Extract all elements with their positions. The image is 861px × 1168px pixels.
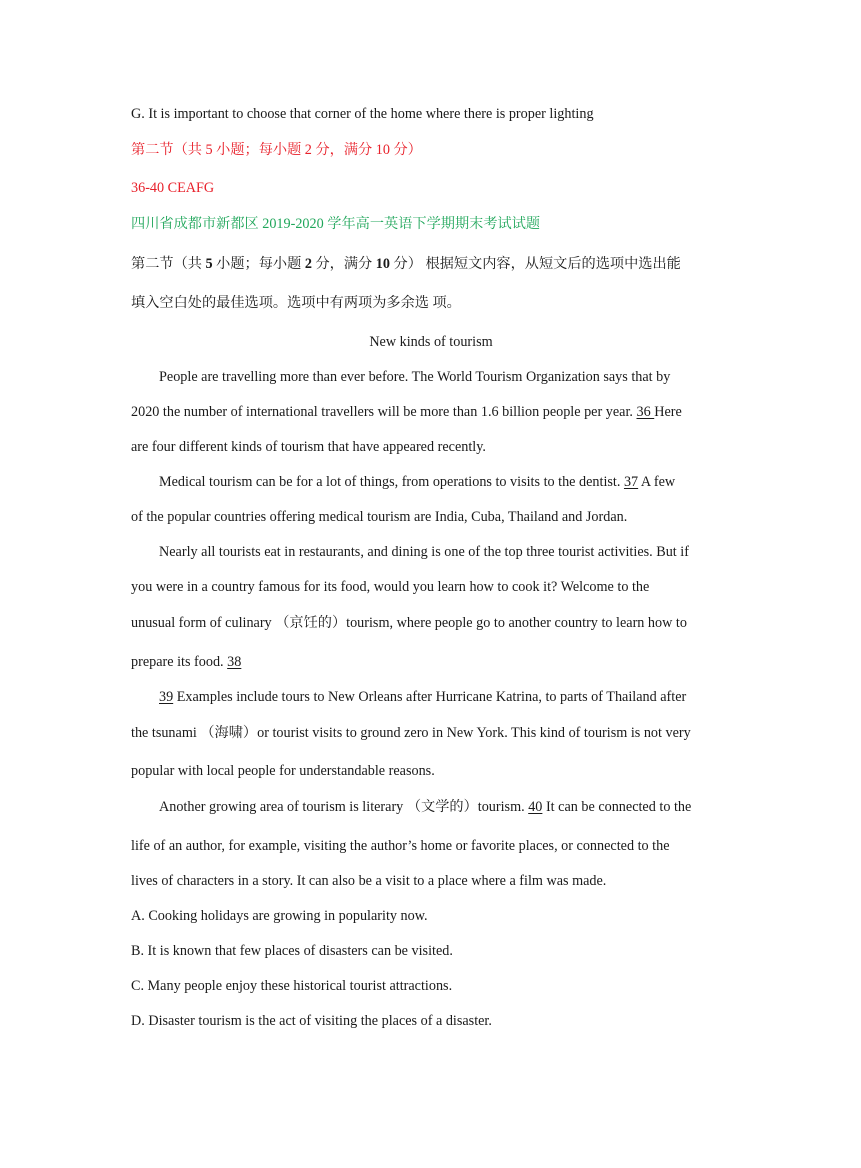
p5-text: Another growing area of tourism is literary （文学的）tourism. [159,799,529,815]
option-d: D. Disaster tourism is the act of visiting the places of a disaster. [131,1013,492,1029]
instr-part-d: 分） 根据短文内容，从短文后的选项中选出能 [389,256,681,272]
p1-line-2 [131,402,731,422]
p2-text-after: A few [638,474,676,490]
instr-part-c: 分，满分 [311,256,376,272]
passage-title: New kinds of tourism [369,334,493,350]
instr-part-b: 小题；每小题 [212,256,305,272]
p4-line-3: popular with local people for understandable reasons. [131,763,435,779]
instructions-line-1 [131,254,731,274]
p5-text-after: It can be connected to the [542,799,692,815]
p3-line-3: unusual form of culinary （京饪的）tourism, where people go to another country to learn how to [131,615,687,631]
p4-text: Examples include tours to New Orleans after Hurricane Katrina, to parts of Thailand after [173,689,687,705]
blank-36: 36 [636,404,655,420]
section-heading-red: 第二节（共 5 小题；每小题 2 分，满分 10 分） [131,142,422,158]
p1-text-after: Here [654,404,682,420]
p1-text: 2020 the number of international travellers will be more than 1.6 billion people per year. [131,404,637,420]
instr-part-a: 第二节（共 [131,256,206,272]
instr-points: 2 [304,256,312,272]
p5-line-1 [159,797,731,817]
p1-line-1: People are travelling more than ever before. The World Tourism Organization says that by [159,369,671,385]
p4-line-1 [159,687,731,707]
instructions-line-2: 填入空白处的最佳选项。选项中有两项为多余选 项。 [131,295,461,311]
blank-38: 38 [227,654,242,670]
answer-key: 36-40 CEAFG [131,180,215,196]
option-g: G. It is important to choose that corner of the home where there is proper lighting [131,106,594,122]
p3-line-1: Nearly all tourists eat in restaurants, and dining is one of the top three tourist activities. But if [159,544,689,560]
p5-line-2: life of an author, for example, visiting the author’s home or favorite places, or connected to the [131,838,670,854]
p3-line-4 [131,652,731,672]
option-a: A. Cooking holidays are growing in popularity now. [131,908,428,924]
option-c: C. Many people enjoy these historical tourist attractions. [131,978,453,994]
blank-40: 40 [528,799,543,815]
source-title: 四川省成都市新都区 2019-2020 学年高一英语下学期期末考试试题 [131,216,541,232]
p2-text: Medical tourism can be for a lot of things, from operations to visits to the dentist. [159,474,624,490]
blank-37: 37 [623,474,639,490]
instr-count: 5 [205,256,213,272]
p3-line-2: you were in a country famous for its food, would you learn how to cook it? Welcome to the [131,579,650,595]
instr-total: 10 [375,256,390,272]
p2-line-2: of the popular countries offering medical tourism are India, Cuba, Thailand and Jordan. [131,509,628,525]
p5-line-3: lives of characters in a story. It can also be a visit to a place where a film was made. [131,873,607,889]
p1-line-3: are four different kinds of tourism that have appeared recently. [131,439,486,455]
p4-line-2: the tsunami （海啸）or tourist visits to ground zero in New York. This kind of tourism is not very [131,725,691,741]
blank-39: 39 [159,689,174,705]
option-b: B. It is known that few places of disasters can be visited. [131,943,453,959]
p3-text: prepare its food. [131,654,228,670]
p2-line-1 [159,472,731,492]
